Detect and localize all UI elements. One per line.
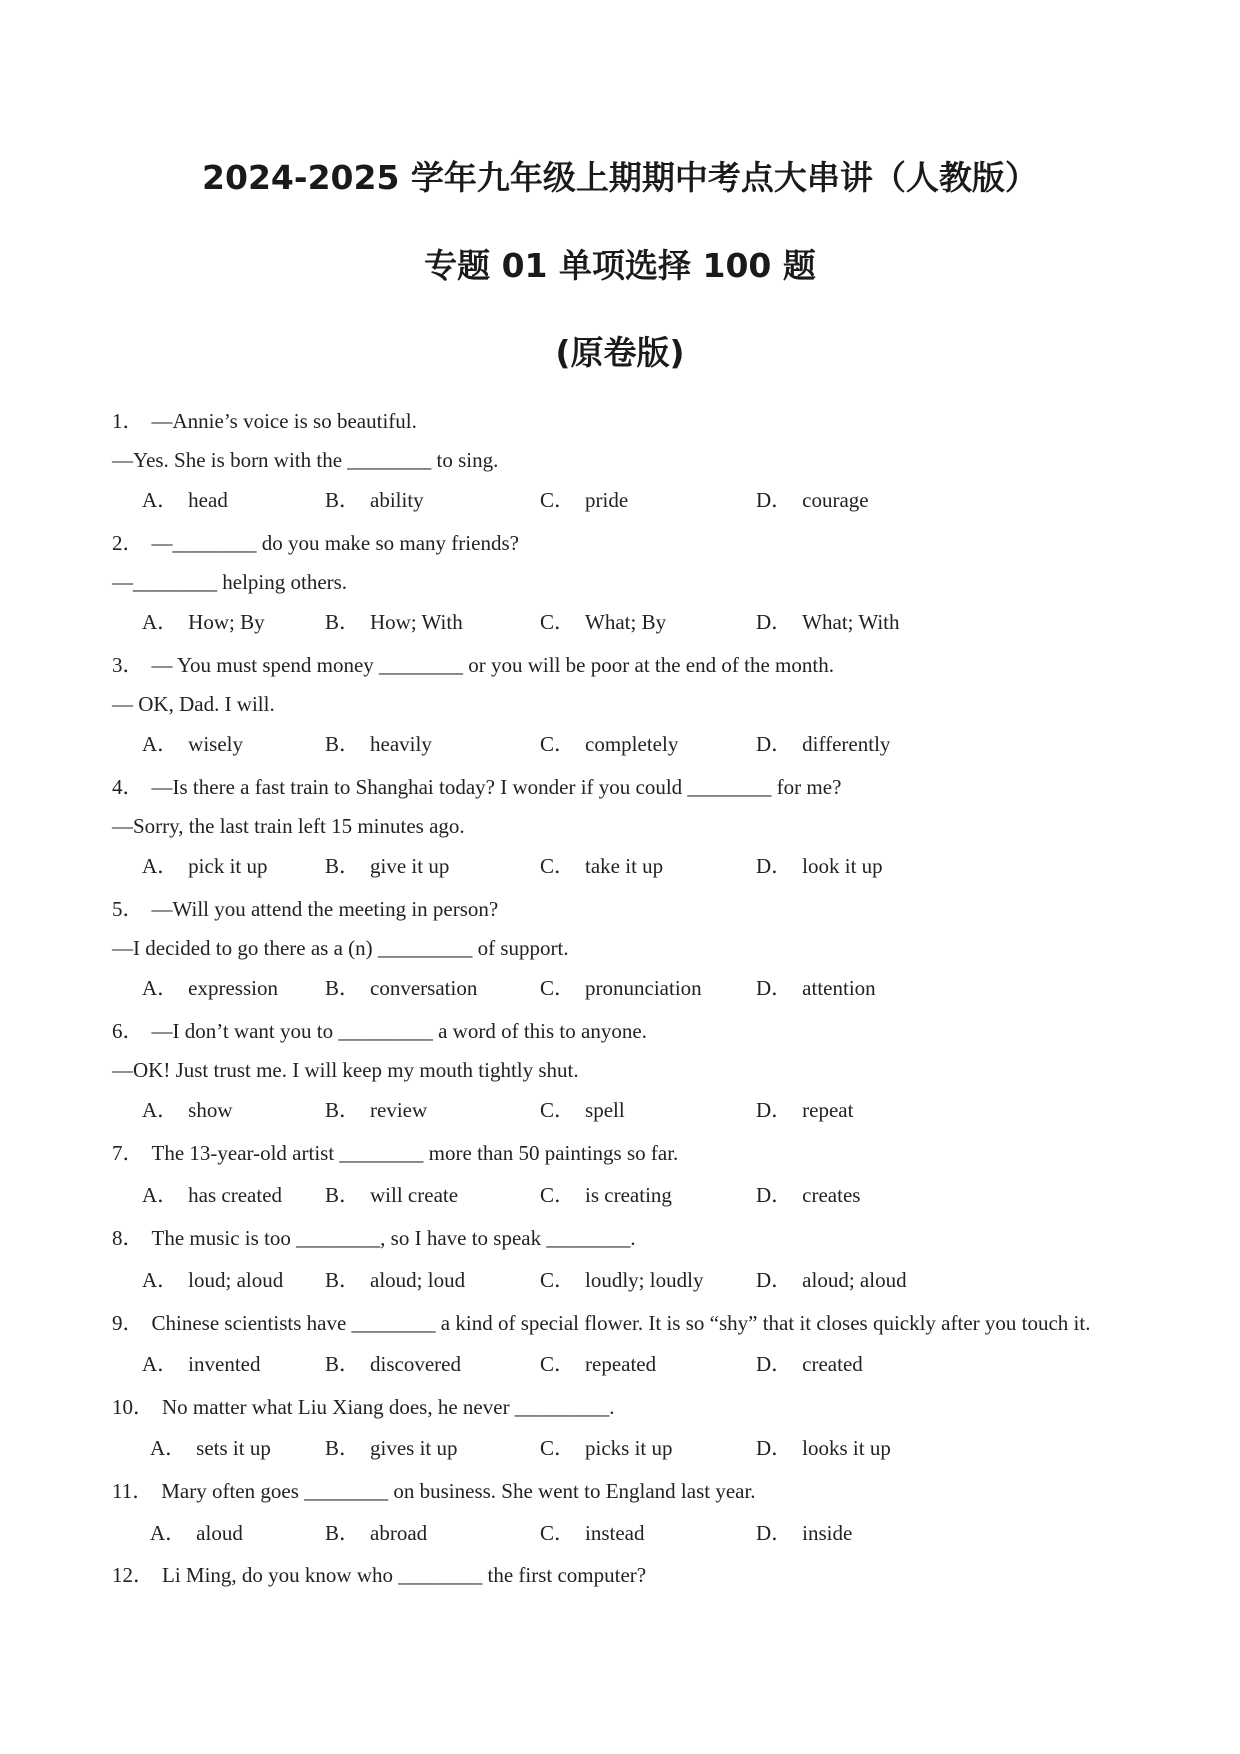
option-label: C． bbox=[540, 610, 576, 634]
option-b[interactable] bbox=[325, 1354, 461, 1375]
option-label: C． bbox=[540, 1183, 576, 1207]
option-label: D． bbox=[756, 1436, 793, 1460]
question-number: 8． bbox=[112, 1226, 144, 1250]
option-text: repeated bbox=[585, 1352, 657, 1376]
option-label: D． bbox=[756, 976, 793, 1000]
option-label: D． bbox=[756, 1521, 793, 1545]
option-c[interactable] bbox=[540, 734, 678, 755]
question-text: —________ helping others. bbox=[112, 570, 348, 594]
question-reply bbox=[112, 816, 465, 837]
option-text: creates bbox=[802, 1183, 861, 1207]
option-text: has created bbox=[188, 1183, 283, 1207]
question-stem bbox=[112, 411, 417, 432]
option-text: pick it up bbox=[188, 854, 268, 878]
question-number: 6． bbox=[112, 1019, 144, 1043]
question-number: 2． bbox=[112, 531, 144, 555]
option-label: A． bbox=[142, 976, 179, 1000]
option-label: A． bbox=[142, 732, 179, 756]
option-b[interactable] bbox=[325, 1438, 458, 1459]
question-number: 1． bbox=[112, 409, 144, 433]
option-a[interactable] bbox=[142, 978, 278, 999]
question-text: Li Ming, do you know who ________ the first computer? bbox=[162, 1563, 647, 1587]
question-stem bbox=[112, 1143, 678, 1164]
option-label: D． bbox=[756, 1268, 793, 1292]
option-label: A． bbox=[150, 1521, 187, 1545]
option-label: A． bbox=[142, 1183, 179, 1207]
question-reply bbox=[112, 572, 347, 593]
question-text: —Will you attend the meeting in person? bbox=[151, 897, 499, 921]
option-label: D． bbox=[756, 854, 793, 878]
option-text: take it up bbox=[585, 854, 664, 878]
option-text: repeat bbox=[802, 1098, 854, 1122]
option-label: C． bbox=[540, 488, 576, 512]
question-text: The 13-year-old artist ________ more than 50 paintings so far. bbox=[151, 1141, 679, 1165]
option-text: How; By bbox=[188, 610, 265, 634]
option-label: B． bbox=[325, 854, 361, 878]
option-label: D． bbox=[756, 732, 793, 756]
question-text: — OK, Dad. I will. bbox=[112, 692, 275, 716]
option-label: B． bbox=[325, 488, 361, 512]
question-text: The music is too ________, so I have to speak ________. bbox=[151, 1226, 636, 1250]
question-text: Mary often goes ________ on business. She went to England last year. bbox=[161, 1479, 756, 1503]
option-a[interactable] bbox=[142, 1100, 233, 1121]
document-title: 2024-2025 学年九年级上期期中考点大串讲（人教版） bbox=[202, 158, 1038, 197]
question-text: —Yes. She is born with the ________ to sing. bbox=[112, 448, 499, 472]
question-stem bbox=[112, 1021, 647, 1042]
option-a[interactable] bbox=[142, 1270, 283, 1291]
option-text: completely bbox=[585, 732, 679, 756]
question-stem bbox=[112, 1228, 636, 1249]
question-text: Chinese scientists have ________ a kind of special flower. It is so “shy” that it closes quickly after you touch it. bbox=[151, 1311, 1091, 1335]
option-text: conversation bbox=[370, 976, 478, 1000]
question-number: 12． bbox=[112, 1563, 154, 1587]
option-text: give it up bbox=[370, 854, 450, 878]
option-a[interactable] bbox=[142, 612, 265, 633]
option-text: picks it up bbox=[585, 1436, 673, 1460]
option-b[interactable] bbox=[325, 1185, 458, 1206]
option-c[interactable] bbox=[540, 1100, 625, 1121]
option-text: courage bbox=[802, 488, 869, 512]
option-text: looks it up bbox=[802, 1436, 891, 1460]
option-text: sets it up bbox=[196, 1436, 271, 1460]
option-label: B． bbox=[325, 1436, 361, 1460]
option-b[interactable] bbox=[325, 490, 424, 511]
option-d[interactable] bbox=[756, 1270, 907, 1291]
option-text: created bbox=[802, 1352, 863, 1376]
option-b[interactable] bbox=[325, 1100, 427, 1121]
option-label: B． bbox=[325, 1268, 361, 1292]
option-text: How; With bbox=[370, 610, 463, 634]
option-label: D． bbox=[756, 1098, 793, 1122]
option-label: D． bbox=[756, 610, 793, 634]
option-text: look it up bbox=[802, 854, 883, 878]
option-text: head bbox=[188, 488, 228, 512]
option-text: spell bbox=[585, 1098, 625, 1122]
option-c[interactable] bbox=[540, 1185, 672, 1206]
option-d[interactable] bbox=[756, 856, 883, 877]
option-text: expression bbox=[188, 976, 278, 1000]
option-text: What; With bbox=[802, 610, 900, 634]
option-d[interactable] bbox=[756, 978, 876, 999]
option-d[interactable] bbox=[756, 490, 869, 511]
option-text: What; By bbox=[585, 610, 667, 634]
option-a[interactable] bbox=[142, 1354, 260, 1375]
option-label: C． bbox=[540, 1352, 576, 1376]
question-number: 4． bbox=[112, 775, 144, 799]
option-a[interactable] bbox=[142, 856, 268, 877]
option-b[interactable] bbox=[325, 978, 477, 999]
option-label: B． bbox=[325, 976, 361, 1000]
option-c[interactable] bbox=[540, 1354, 656, 1375]
question-stem bbox=[112, 1397, 615, 1418]
option-text: aloud bbox=[196, 1521, 243, 1545]
question-stem bbox=[112, 1565, 646, 1586]
option-c[interactable] bbox=[540, 1438, 673, 1459]
question-reply bbox=[112, 1060, 579, 1081]
option-text: loud; aloud bbox=[188, 1268, 284, 1292]
question-text: —Is there a fast train to Shanghai today? I wonder if you could ________ for me? bbox=[151, 775, 842, 799]
option-text: instead bbox=[585, 1521, 645, 1545]
option-text: loudly; loudly bbox=[585, 1268, 704, 1292]
option-label: C． bbox=[540, 1098, 576, 1122]
option-label: C． bbox=[540, 1521, 576, 1545]
option-d[interactable] bbox=[756, 1354, 863, 1375]
document-subtitle: 专题 01 单项选择 100 题 bbox=[424, 246, 816, 285]
option-d[interactable] bbox=[756, 1185, 860, 1206]
option-text: aloud; aloud bbox=[802, 1268, 907, 1292]
option-text: will create bbox=[370, 1183, 459, 1207]
option-d[interactable] bbox=[756, 734, 890, 755]
option-d[interactable] bbox=[756, 1100, 853, 1121]
question-text: — You must spend money ________ or you will be poor at the end of the month. bbox=[151, 653, 834, 677]
option-b[interactable] bbox=[325, 734, 432, 755]
option-text: invented bbox=[188, 1352, 261, 1376]
question-stem bbox=[112, 655, 834, 676]
option-a[interactable] bbox=[142, 734, 243, 755]
question-number: 9． bbox=[112, 1311, 144, 1335]
question-number: 3． bbox=[112, 653, 144, 677]
option-label: B． bbox=[325, 1352, 361, 1376]
option-label: B． bbox=[325, 1183, 361, 1207]
option-label: B． bbox=[325, 1098, 361, 1122]
option-text: show bbox=[188, 1098, 233, 1122]
question-reply bbox=[112, 694, 275, 715]
question-text: —________ do you make so many friends? bbox=[151, 531, 519, 555]
option-text: heavily bbox=[370, 732, 432, 756]
option-text: attention bbox=[802, 976, 876, 1000]
option-label: B． bbox=[325, 610, 361, 634]
question-text: —Annie’s voice is so beautiful. bbox=[151, 409, 417, 433]
option-label: B． bbox=[325, 1521, 361, 1545]
question-stem bbox=[112, 533, 519, 554]
option-label: C． bbox=[540, 1268, 576, 1292]
option-label: C． bbox=[540, 976, 576, 1000]
option-text: review bbox=[370, 1098, 428, 1122]
option-a[interactable] bbox=[142, 490, 228, 511]
option-text: is creating bbox=[585, 1183, 672, 1207]
question-number: 10． bbox=[112, 1395, 154, 1419]
option-label: D． bbox=[756, 1352, 793, 1376]
option-label: C． bbox=[540, 1436, 576, 1460]
option-label: D． bbox=[756, 1183, 793, 1207]
option-c[interactable] bbox=[540, 1523, 645, 1544]
question-text: —OK! Just trust me. I will keep my mouth tightly shut. bbox=[112, 1058, 579, 1082]
option-d[interactable] bbox=[756, 612, 900, 633]
option-text: differently bbox=[802, 732, 891, 756]
option-label: B． bbox=[325, 732, 361, 756]
question-number: 7． bbox=[112, 1141, 144, 1165]
option-b[interactable] bbox=[325, 612, 463, 633]
option-c[interactable] bbox=[540, 490, 628, 511]
question-text: No matter what Liu Xiang does, he never _________. bbox=[162, 1395, 615, 1419]
question-reply bbox=[112, 938, 569, 959]
option-text: pronunciation bbox=[585, 976, 702, 1000]
option-text: aloud; loud bbox=[370, 1268, 466, 1292]
option-label: A． bbox=[142, 1352, 179, 1376]
question-number: 11． bbox=[112, 1479, 154, 1503]
option-text: ability bbox=[370, 488, 424, 512]
question-stem bbox=[112, 1313, 1090, 1334]
option-c[interactable] bbox=[540, 978, 702, 999]
option-text: wisely bbox=[188, 732, 243, 756]
option-c[interactable] bbox=[540, 612, 666, 633]
option-a[interactable] bbox=[150, 1438, 271, 1459]
document-edition: (原卷版) bbox=[555, 333, 685, 372]
question-text: —Sorry, the last train left 15 minutes ago. bbox=[112, 814, 465, 838]
option-label: C． bbox=[540, 732, 576, 756]
question-stem bbox=[112, 1481, 756, 1502]
option-label: A． bbox=[142, 610, 179, 634]
option-a[interactable] bbox=[150, 1523, 243, 1544]
option-text: abroad bbox=[370, 1521, 428, 1545]
option-label: D． bbox=[756, 488, 793, 512]
option-d[interactable] bbox=[756, 1523, 852, 1544]
option-label: A． bbox=[142, 854, 179, 878]
question-stem bbox=[112, 899, 498, 920]
option-b[interactable] bbox=[325, 856, 449, 877]
option-label: A． bbox=[142, 1098, 179, 1122]
option-label: A． bbox=[142, 488, 179, 512]
option-d[interactable] bbox=[756, 1438, 891, 1459]
question-text: —I decided to go there as a (n) _________ of support. bbox=[112, 936, 569, 960]
option-label: A． bbox=[150, 1436, 187, 1460]
question-reply bbox=[112, 450, 498, 471]
option-text: pride bbox=[585, 488, 629, 512]
option-c[interactable] bbox=[540, 856, 663, 877]
question-number: 5． bbox=[112, 897, 144, 921]
option-a[interactable] bbox=[142, 1185, 282, 1206]
option-c[interactable] bbox=[540, 1270, 703, 1291]
option-label: C． bbox=[540, 854, 576, 878]
option-text: inside bbox=[802, 1521, 853, 1545]
option-text: discovered bbox=[370, 1352, 461, 1376]
question-text: —I don’t want you to _________ a word of this to anyone. bbox=[151, 1019, 647, 1043]
option-b[interactable] bbox=[325, 1523, 427, 1544]
option-text: gives it up bbox=[370, 1436, 458, 1460]
option-label: A． bbox=[142, 1268, 179, 1292]
option-b[interactable] bbox=[325, 1270, 465, 1291]
question-stem bbox=[112, 777, 841, 798]
